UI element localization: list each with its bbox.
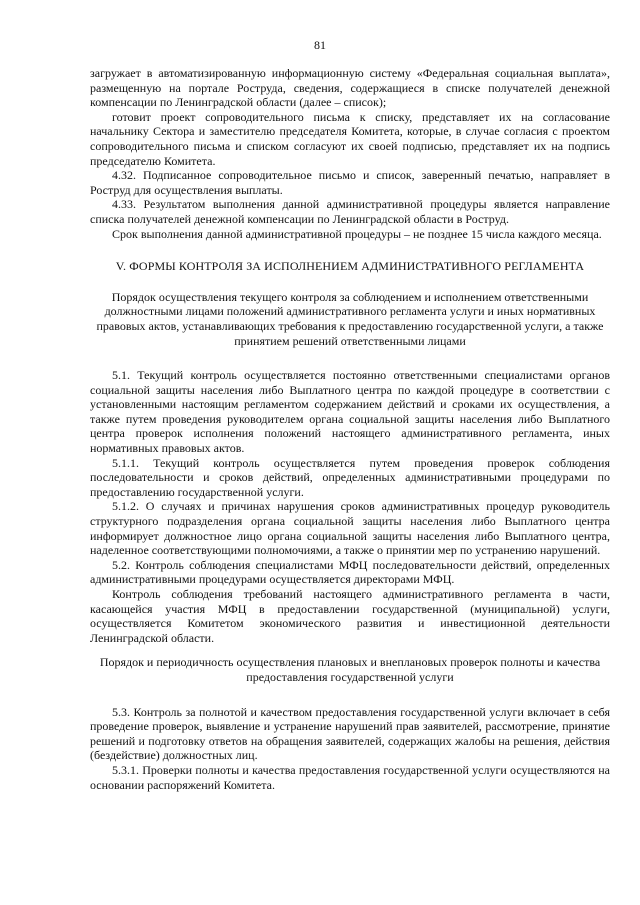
paragraph: 4.33. Результатом выполнения данной административной процедуры является направление списка получателей денежной компенсации по Ленинградской области в Роструд. [90,197,610,226]
paragraph: 4.32. Подписанное сопроводительное письмо и список, заверенный печатью, направляет в Роструд для осуществления выплаты. [90,168,610,197]
document-body [90,66,610,792]
subheading: Порядок и периодичность осуществления плановых и внеплановых проверок полноты и качества предоставления государственной услуги [99,655,601,684]
paragraph: 5.3.1. Проверки полноты и качества предоставления государственной услуги осуществляются на основании распоряжений Комитета. [90,762,610,792]
page-number: 81 [314,38,326,52]
paragraph: 5.1.2. О случаях и причинах нарушения сроков административных процедур руководитель структурного подразделения органа социальной защиты населения либо Выплатного центра информирует должностное лицо органа социальной защиты населения либо Выплатного центра, наделенное соответствующими полномочиями, а также о принятии мер по устранению нарушений. [90,499,610,558]
paragraph: 5.3. Контроль за полнотой и качеством предоставления государственной услуги включает в себя проведение проверок, выявление и устранение нарушений прав заявителей, рассмотрение, принятие решений и подготовку ответов на обращения заявителей, содержащих жалобы на решения, действия (бездействие) должностных лиц. [90,704,610,763]
paragraph: загружает в автоматизированную информационную систему «Федеральная социальная выплата», размещенную на портале Роструда, сведения, содержащиеся в списке получателей денежной компенсации по Ленинградской области (далее – список); [90,66,610,110]
section-title: V. ФОРМЫ КОНТРОЛЯ ЗА ИСПОЛНЕНИЕМ АДМИНИСТРАТИВНОГО РЕГЛАМЕНТА [115,259,585,274]
paragraph: Контроль соблюдения требований настоящего административного регламента в части, касающейся участия МФЦ в предоставлении государственной (муниципальной) услуги, осуществляется Комитетом экономического развития и инвестиционной деятельности Ленинградской области. [90,587,610,645]
paragraph: готовит проект сопроводительного письма к списку, представляет их на согласование начальнику Сектора и заместителю председателя Комитета, которые, в случае согласия с проектом сопроводительного письма и списком согласуют их своей подписью, представляет их на подпись председателю Комитета. [90,109,610,168]
paragraph: Срок выполнения данной административной процедуры – не позднее 15 числа каждого месяца. [112,226,602,241]
paragraph: 5.2. Контроль соблюдения специалистами МФЦ последовательности действий, определенных административными процедурами осуществляется директорами МФЦ. [90,557,610,587]
paragraph: 5.1.1. Текущий контроль осуществляется путем проведения проверок соблюдения последовательности и сроков действий, определенных административными процедурами по предоставлению государственной услуги. [90,455,610,499]
subheading: Порядок осуществления текущего контроля за соблюдением и исполнением ответственными должностными лицами положений административного регламента услуги и иных нормативных правовых актов, устанавливающих требования к предоставлению государственной услуги, а также принятием решений ответственными лицами [96,289,604,348]
paragraph: 5.1. Текущий контроль осуществляется постоянно ответственными специалистами органов социальной защиты населения либо Выплатного центра по каждой процедуре в соответствии с установленными настоящим регламентом содержанием действий и сроками их осуществления, а также путем проведения руководителем органа социальной защиты населения либо Выплатного центра проверок исполнения положений настоящего административного регламента, иных нормативных правовых актов. [90,368,610,456]
